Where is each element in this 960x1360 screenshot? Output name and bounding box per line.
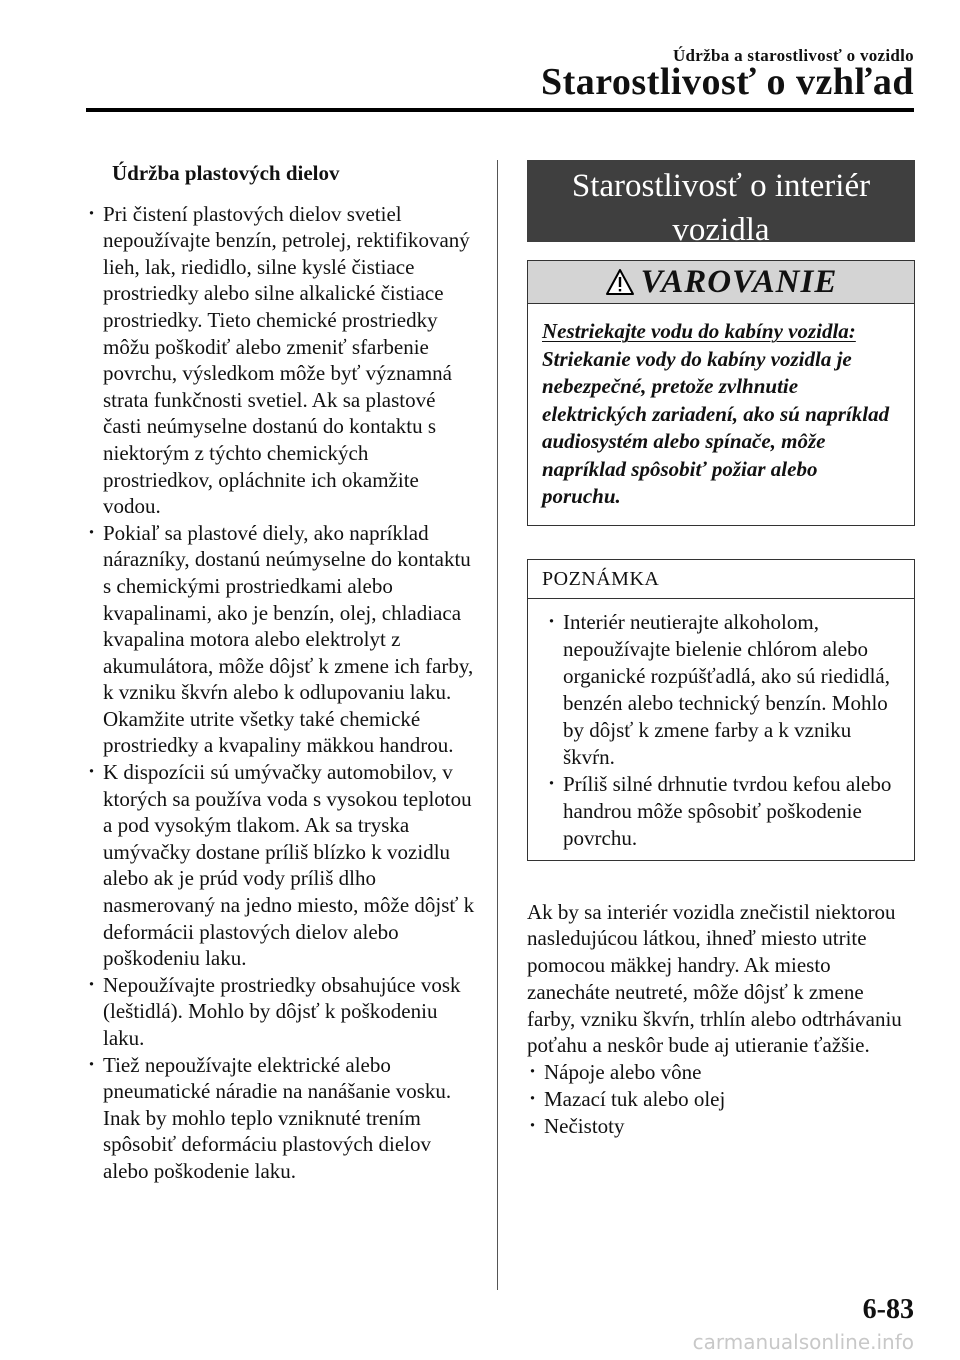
section-title: Starostlivosť o vzhľad (540, 61, 914, 103)
list-item: · Príliš silné drhnutie tvrdou kefou alebo handrou môže spôsobiť poškodenie povrchu. (546, 771, 900, 852)
warning-title: VAROVANIE (640, 263, 838, 300)
note-list (546, 609, 900, 852)
chapter-subtitle: Údržba a starostlivosť o vozidlo (672, 46, 914, 65)
list-item: · Interiér neutierajte alkoholom, nepoužívajte bielenie chlórom alebo organické rozpúšťadlá, ako sú riedidlá, benzén alebo technický benzín. Mohlo by dôjsť k zmene farby a k vzniku škvŕn. (546, 609, 900, 771)
list-item: · Mazací tuk alebo olej (527, 1086, 915, 1113)
left-column (86, 160, 478, 1185)
list-item: · Nečistoty (527, 1113, 915, 1140)
plastic-parts-heading: Údržba plastových dielov (112, 161, 340, 185)
substances-list (527, 1059, 915, 1139)
note-title: POZNÁMKA (528, 560, 914, 599)
list-item: · Nápoje alebo vône (527, 1059, 915, 1086)
interior-care-banner: Starostlivosť o interiér vozidla (527, 160, 915, 242)
note-body (528, 599, 914, 860)
warning-body (528, 304, 914, 525)
warning-triangle-icon (605, 268, 635, 296)
list-item: · Nepoužívajte prostriedky obsahujúce vosk (leštidlá). Mohlo by dôjsť k poškodeniu laku. (86, 972, 478, 1052)
plastic-parts-list (86, 201, 478, 1185)
warning-lead: Nestriekajte vodu do kabíny vozidla: (542, 319, 856, 343)
warning-header (528, 261, 914, 304)
column-divider (497, 160, 498, 1290)
list-item: · K dispozícii sú umývačky automobilov, v ktorých sa používa voda s vysokou teplotou a pod vysokým tlakom. Ak sa tryska umývačky dostane príliš blízko k vozidlu alebo ak je prúd vody príliš dlho nasmerovaný na jedno miesto, môže dôjsť k deformácii plastových dielov alebo poškodeniu laku. (86, 759, 478, 972)
interior-paragraph: Ak by sa interiér vozidla znečistil niektorou nasledujúcou látkou, ihneď miesto utrite pomocou mäkkej handry. Ak miesto zanecháte neutreté, môže dôjsť k zmene farby, vzniku škvŕn, trhlín alebo odtrhávaniu poťahu a neskôr bude aj utieranie ťažšie. (527, 899, 902, 1058)
list-item: · Tiež nepoužívajte elektrické alebo pneumatické náradie na nanášanie vosku. Inak by mohlo teplo vzniknuté trením spôsobiť deformáciu plastových dielov alebo poškodenie laku. (86, 1052, 478, 1185)
watermark: carmanualsonline.info (692, 1330, 914, 1354)
note-box (527, 559, 915, 861)
list-item: · Pri čistení plastových dielov svetiel nepoužívajte benzín, petrolej, rektifikovaný lieh, lak, riedidlo, silne kyslé čistiace prostriedky alebo silne alkalické čistiace prostriedky. Tieto chemické prostriedky môžu poškodiť alebo zmeniť sfarbenie povrchu, výsledkom môže byť významná strata funkčnosti svetiel. Ak sa plastové časti neúmyselne dostanú do kontaktu s niektorým z týchto chemických prostriedkov, opláchnite ich okamžite vodou. (86, 201, 478, 520)
right-column (527, 160, 915, 1140)
page-number: 6-83 (862, 1294, 914, 1325)
warning-text: Striekanie vody do kabíny vozidla je nebezpečné, pretože zvlhnutie elektrických zariadení, ako sú napríklad audiosystém alebo spínače, môže napríklad spôsobiť požiar alebo poruchu. (542, 346, 890, 508)
warning-box (527, 260, 915, 526)
header-rule (86, 108, 914, 112)
list-item: · Pokiaľ sa plastové diely, ako napríklad nárazníky, dostanú neúmyselne do kontaktu s chemickými prostriedkami alebo kvapalinami, ako je benzín, olej, chladiaca kvapalina motora alebo elektrolyt z akumulátora, môže dôjsť k zmene ich farby, k vzniku škvŕn alebo k odlupovaniu laku. Okamžite utrite všetky také chemické prostriedky a kvapaliny mäkkou handrou. (86, 520, 478, 759)
